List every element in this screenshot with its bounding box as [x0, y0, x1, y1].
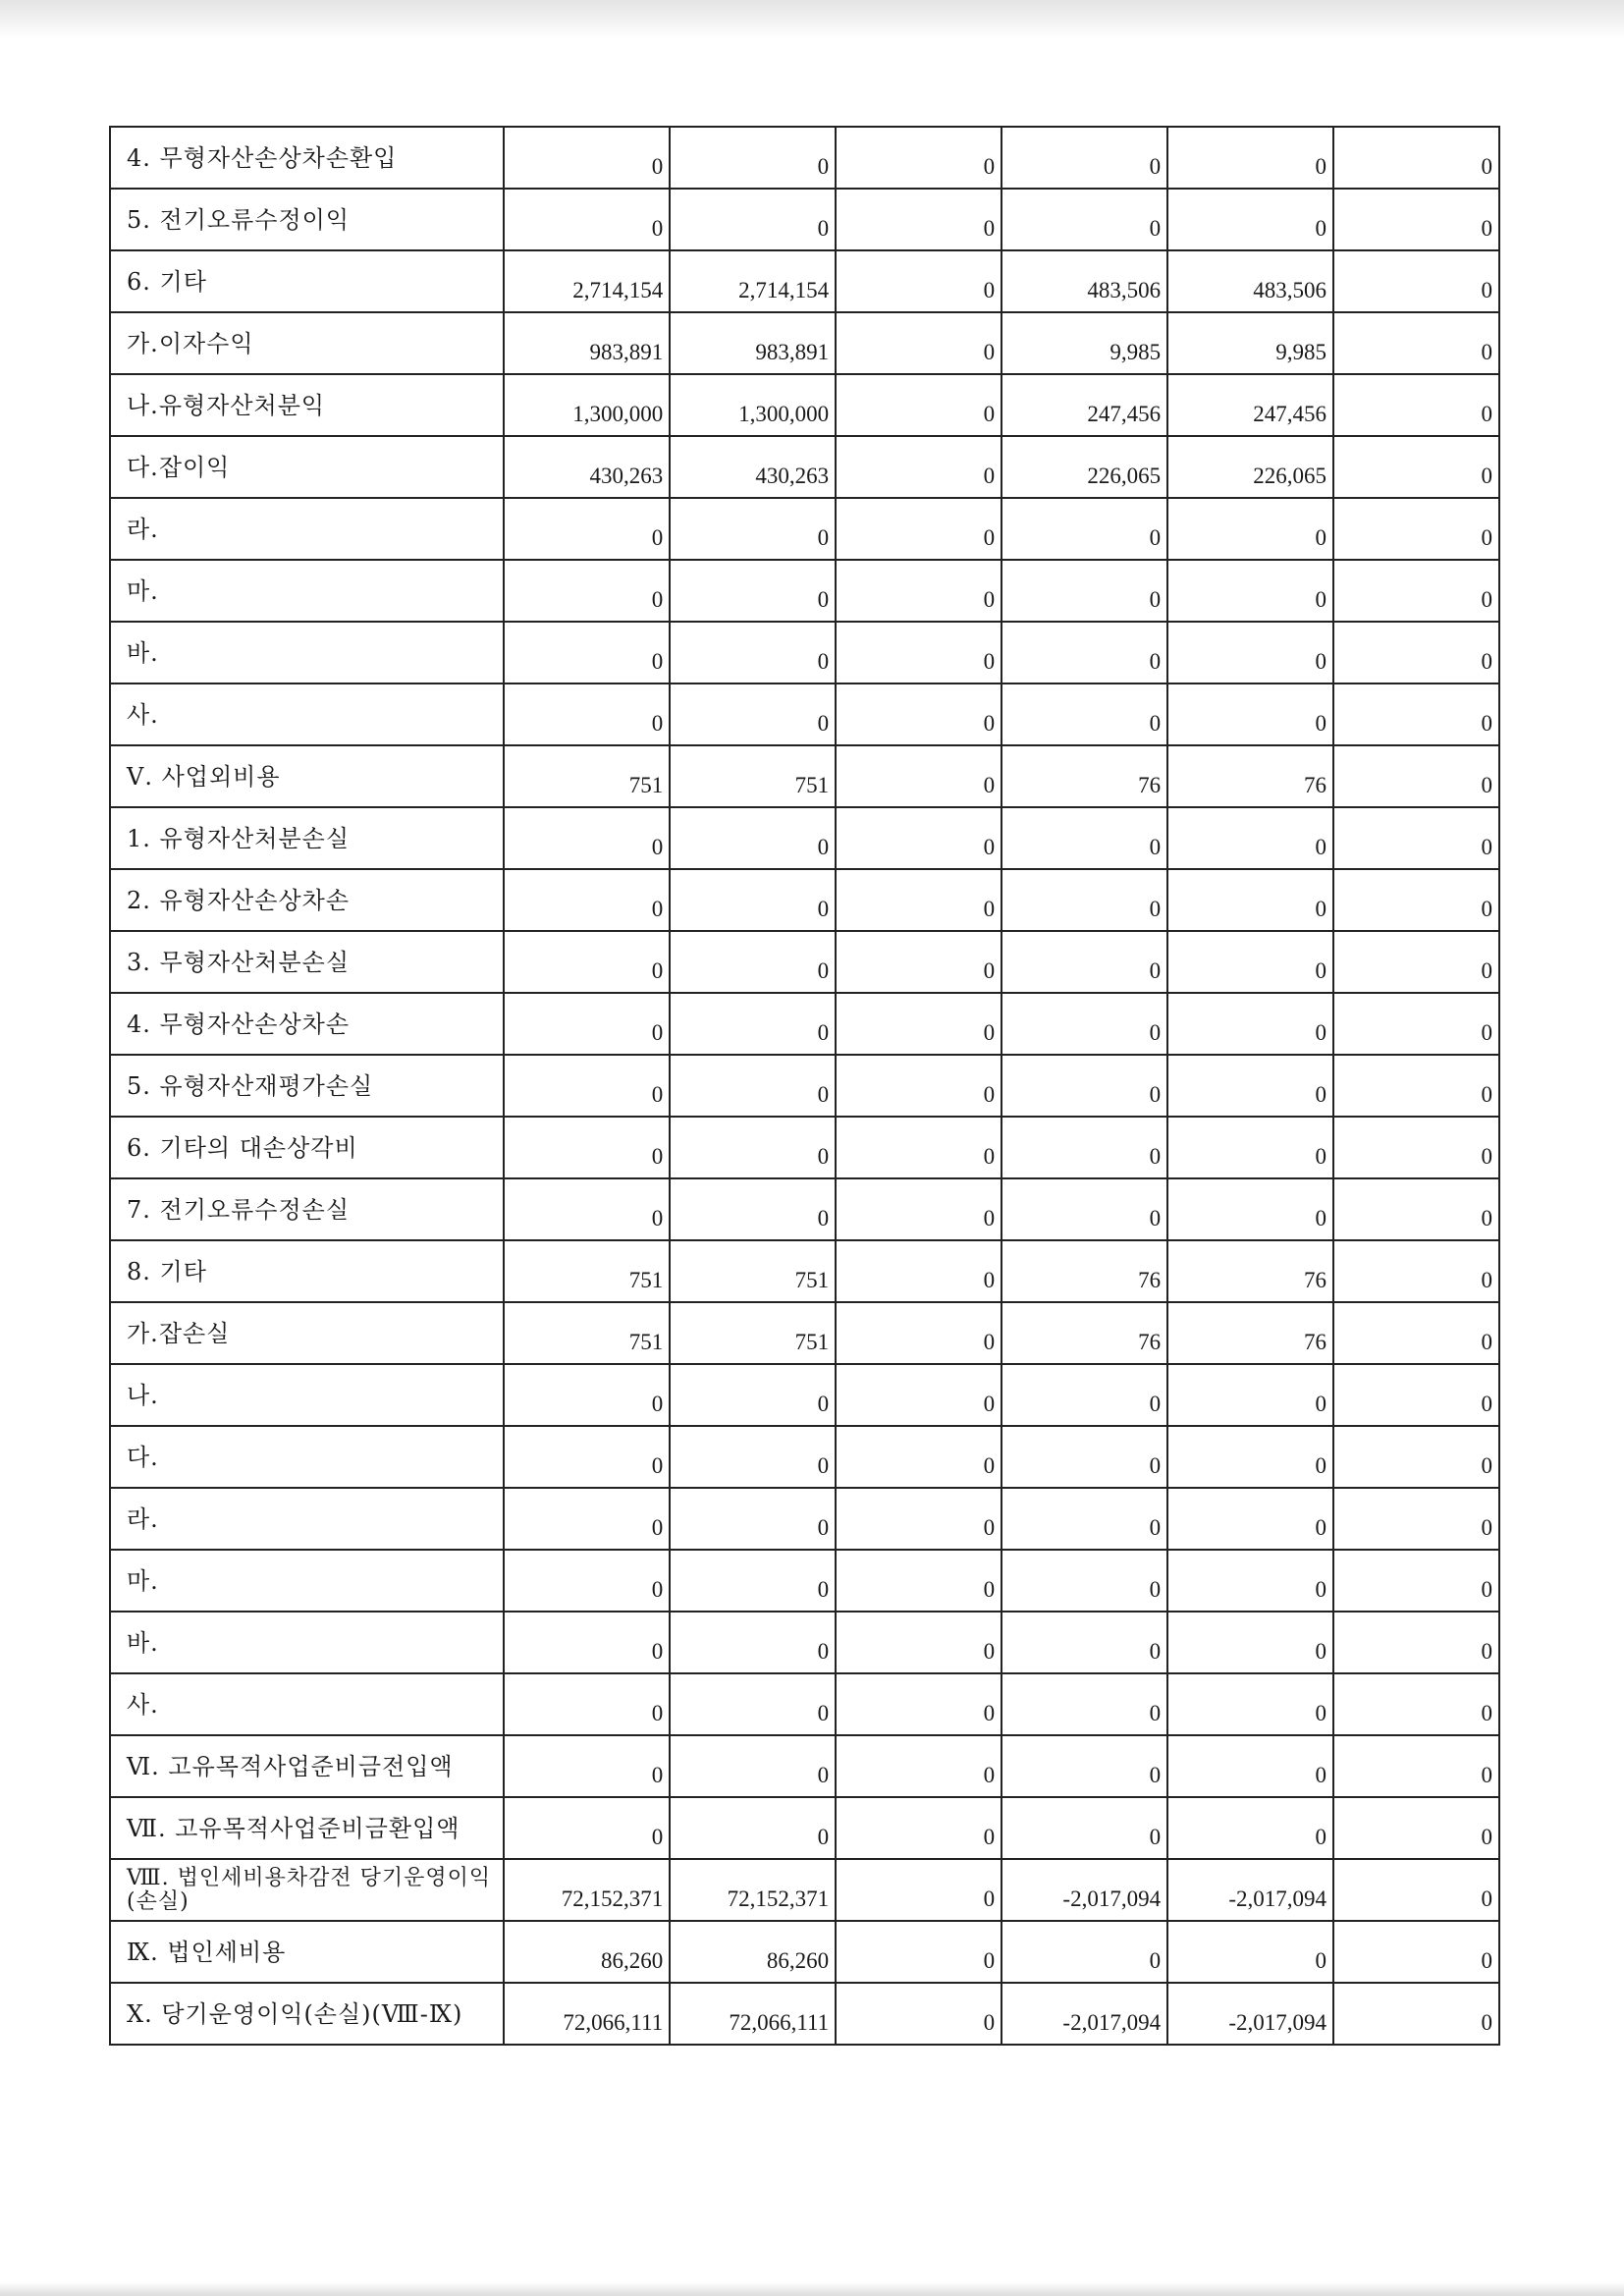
value-cell: 0 [1333, 1550, 1499, 1612]
value-cell: 0 [504, 993, 670, 1055]
table-row [110, 436, 1499, 498]
value-cell: 0 [836, 1921, 1001, 1983]
table-row [110, 1240, 1499, 1302]
value-cell: 0 [836, 993, 1001, 1055]
value-cell: 0 [504, 622, 670, 683]
value-cell: 0 [670, 1117, 836, 1178]
value-cell: 0 [1001, 807, 1167, 869]
value-cell: 983,891 [504, 312, 670, 374]
value-cell: 0 [1001, 1735, 1167, 1797]
value-cell: 72,152,371 [504, 1859, 670, 1921]
row-label: 가.잡손실 [110, 1302, 504, 1364]
value-cell: 226,065 [1167, 436, 1333, 498]
value-cell: 0 [1333, 622, 1499, 683]
value-cell: 0 [1167, 1178, 1333, 1240]
value-cell: 0 [1001, 1488, 1167, 1550]
value-cell: 0 [670, 622, 836, 683]
value-cell: 0 [504, 1673, 670, 1735]
scan-shadow-top [0, 0, 1624, 39]
value-cell: 0 [836, 1488, 1001, 1550]
value-cell: 0 [670, 498, 836, 560]
value-cell: 0 [1333, 250, 1499, 312]
value-cell: 0 [1001, 1797, 1167, 1859]
value-cell: 0 [1333, 931, 1499, 993]
value-cell: 72,066,111 [670, 1983, 836, 2045]
value-cell: 0 [1167, 1797, 1333, 1859]
value-cell: 430,263 [504, 436, 670, 498]
value-cell: 0 [1333, 560, 1499, 622]
value-cell: 0 [1333, 1178, 1499, 1240]
value-cell: 0 [504, 189, 670, 250]
value-cell: 76 [1167, 1302, 1333, 1364]
value-cell: 0 [504, 1178, 670, 1240]
row-label: 바. [110, 1612, 504, 1673]
row-label: 사. [110, 683, 504, 745]
value-cell: 0 [836, 1364, 1001, 1426]
value-cell: 0 [1001, 189, 1167, 250]
value-cell: 0 [504, 498, 670, 560]
value-cell: 0 [836, 1117, 1001, 1178]
value-cell: 0 [1167, 683, 1333, 745]
value-cell: 0 [1333, 312, 1499, 374]
value-cell: 0 [1167, 807, 1333, 869]
value-cell: 0 [836, 312, 1001, 374]
value-cell: 0 [504, 1797, 670, 1859]
value-cell: 751 [670, 745, 836, 807]
value-cell: 0 [1333, 1673, 1499, 1735]
value-cell: 0 [1001, 1612, 1167, 1673]
value-cell: 0 [1167, 1612, 1333, 1673]
value-cell: -2,017,094 [1001, 1859, 1167, 1921]
value-cell: 0 [1333, 683, 1499, 745]
value-cell: 0 [1001, 993, 1167, 1055]
value-cell: 0 [1333, 1859, 1499, 1921]
value-cell: 0 [1333, 1488, 1499, 1550]
value-cell: 0 [1001, 560, 1167, 622]
value-cell: 0 [670, 683, 836, 745]
value-cell: 0 [836, 1240, 1001, 1302]
value-cell: 0 [1333, 1302, 1499, 1364]
value-cell: 0 [670, 1797, 836, 1859]
value-cell: 9,985 [1167, 312, 1333, 374]
value-cell: 0 [1167, 498, 1333, 560]
row-label: 3. 무형자산처분손실 [110, 931, 504, 993]
table-row [110, 683, 1499, 745]
value-cell: 76 [1167, 1240, 1333, 1302]
value-cell: 0 [1001, 1117, 1167, 1178]
value-cell: 0 [670, 1550, 836, 1612]
value-cell: 0 [836, 745, 1001, 807]
row-label: 4. 무형자산손상차손 [110, 993, 504, 1055]
value-cell: 0 [504, 127, 670, 189]
value-cell: 247,456 [1167, 374, 1333, 436]
value-cell: 0 [1333, 1117, 1499, 1178]
value-cell: 0 [1333, 1055, 1499, 1117]
value-cell: 0 [1333, 869, 1499, 931]
value-cell: 0 [1167, 1426, 1333, 1488]
value-cell: 0 [504, 1055, 670, 1117]
value-cell: 0 [1333, 993, 1499, 1055]
value-cell: 751 [504, 745, 670, 807]
value-cell: 0 [1001, 1055, 1167, 1117]
row-label: Ⅸ. 법인세비용 [110, 1921, 504, 1983]
value-cell: 0 [1001, 1921, 1167, 1983]
value-cell: 0 [1167, 622, 1333, 683]
value-cell: 0 [836, 1055, 1001, 1117]
table-row [110, 1178, 1499, 1240]
value-cell: 0 [836, 1178, 1001, 1240]
value-cell: 0 [836, 250, 1001, 312]
table-row [110, 1055, 1499, 1117]
table-row [110, 1302, 1499, 1364]
value-cell: 0 [1333, 1612, 1499, 1673]
value-cell: 0 [1333, 745, 1499, 807]
row-label: 8. 기타 [110, 1240, 504, 1302]
value-cell: 0 [1333, 1240, 1499, 1302]
value-cell: 0 [836, 1426, 1001, 1488]
value-cell: 0 [670, 1426, 836, 1488]
value-cell: 0 [1167, 189, 1333, 250]
value-cell: 0 [504, 1612, 670, 1673]
value-cell: 0 [1333, 127, 1499, 189]
value-cell: 1,300,000 [670, 374, 836, 436]
value-cell: 751 [670, 1302, 836, 1364]
value-cell: 0 [836, 1673, 1001, 1735]
table-row [110, 127, 1499, 189]
row-label: 다. [110, 1426, 504, 1488]
value-cell: 0 [1167, 560, 1333, 622]
value-cell: 0 [836, 807, 1001, 869]
value-cell: 86,260 [504, 1921, 670, 1983]
table-row [110, 1921, 1499, 1983]
value-cell: 0 [1001, 622, 1167, 683]
row-label: 라. [110, 1488, 504, 1550]
row-label: 5. 전기오류수정이익 [110, 189, 504, 250]
value-cell: 0 [1167, 1364, 1333, 1426]
value-cell: 0 [836, 1983, 1001, 2045]
row-label: 사. [110, 1673, 504, 1735]
value-cell: 0 [1333, 436, 1499, 498]
value-cell: 0 [1167, 1550, 1333, 1612]
value-cell: 0 [1333, 189, 1499, 250]
value-cell: 0 [836, 622, 1001, 683]
value-cell: 0 [504, 1426, 670, 1488]
value-cell: 430,263 [670, 436, 836, 498]
value-cell: 0 [670, 189, 836, 250]
value-cell: 72,152,371 [670, 1859, 836, 1921]
table-row [110, 1735, 1499, 1797]
value-cell: 0 [670, 1055, 836, 1117]
table-row [110, 1612, 1499, 1673]
value-cell: 0 [504, 1735, 670, 1797]
value-cell: 0 [1001, 683, 1167, 745]
table-row [110, 1859, 1499, 1921]
value-cell: 0 [1333, 1983, 1499, 2045]
value-cell: 247,456 [1001, 374, 1167, 436]
table-body [110, 127, 1499, 2045]
value-cell: 9,985 [1001, 312, 1167, 374]
value-cell: 0 [1001, 498, 1167, 560]
income-statement-table [109, 126, 1500, 2046]
value-cell: 0 [1167, 993, 1333, 1055]
row-label: 4. 무형자산손상차손환입 [110, 127, 504, 189]
value-cell: 0 [670, 560, 836, 622]
value-cell: 0 [504, 1550, 670, 1612]
value-cell: 226,065 [1001, 436, 1167, 498]
value-cell: 0 [670, 869, 836, 931]
value-cell: 483,506 [1001, 250, 1167, 312]
value-cell: 2,714,154 [670, 250, 836, 312]
value-cell: -2,017,094 [1001, 1983, 1167, 2045]
value-cell: 0 [670, 1735, 836, 1797]
row-label: 6. 기타 [110, 250, 504, 312]
value-cell: 0 [1333, 1797, 1499, 1859]
value-cell: 0 [504, 560, 670, 622]
value-cell: 0 [1001, 1178, 1167, 1240]
value-cell: 0 [1333, 1921, 1499, 1983]
table-row [110, 993, 1499, 1055]
value-cell: 0 [1001, 869, 1167, 931]
value-cell: 0 [670, 1612, 836, 1673]
value-cell: 0 [836, 869, 1001, 931]
value-cell: 0 [1167, 1921, 1333, 1983]
value-cell: 0 [1167, 1055, 1333, 1117]
row-label: 라. [110, 498, 504, 560]
value-cell: 0 [836, 1302, 1001, 1364]
value-cell: 0 [836, 1859, 1001, 1921]
value-cell: 0 [504, 869, 670, 931]
value-cell: 0 [670, 931, 836, 993]
value-cell: 0 [1333, 498, 1499, 560]
value-cell: 0 [1167, 127, 1333, 189]
value-cell: 86,260 [670, 1921, 836, 1983]
value-cell: 72,066,111 [504, 1983, 670, 2045]
value-cell: 0 [1001, 931, 1167, 993]
value-cell: 0 [1001, 1550, 1167, 1612]
value-cell: 0 [1167, 869, 1333, 931]
value-cell: 0 [836, 931, 1001, 993]
value-cell: 751 [504, 1240, 670, 1302]
value-cell: 0 [504, 683, 670, 745]
value-cell: 0 [670, 1364, 836, 1426]
value-cell: 0 [836, 436, 1001, 498]
value-cell: 0 [1333, 374, 1499, 436]
value-cell: 983,891 [670, 312, 836, 374]
row-label: 2. 유형자산손상차손 [110, 869, 504, 931]
table-row [110, 1117, 1499, 1178]
value-cell: 0 [504, 807, 670, 869]
table-row [110, 1983, 1499, 2045]
row-label: 가.이자수익 [110, 312, 504, 374]
table-row [110, 931, 1499, 993]
table-row [110, 560, 1499, 622]
table-row [110, 1550, 1499, 1612]
value-cell: 0 [504, 931, 670, 993]
value-cell: 0 [1001, 127, 1167, 189]
value-cell: 76 [1001, 1240, 1167, 1302]
value-cell: 0 [1001, 1426, 1167, 1488]
value-cell: 0 [1333, 1364, 1499, 1426]
table-row [110, 374, 1499, 436]
row-label: Ⅷ. 법인세비용차감전 당기운영이익(손실) [110, 1859, 504, 1921]
row-label: 1. 유형자산처분손실 [110, 807, 504, 869]
row-label: Ⅵ. 고유목적사업준비금전입액 [110, 1735, 504, 1797]
value-cell: 0 [670, 1178, 836, 1240]
value-cell: 0 [670, 807, 836, 869]
value-cell: 0 [836, 1735, 1001, 1797]
value-cell: -2,017,094 [1167, 1983, 1333, 2045]
value-cell: 0 [1167, 1488, 1333, 1550]
value-cell: 0 [836, 498, 1001, 560]
row-label: 나.유형자산처분익 [110, 374, 504, 436]
table-row [110, 807, 1499, 869]
value-cell: 0 [836, 1797, 1001, 1859]
value-cell: 0 [1167, 931, 1333, 993]
row-label: 5. 유형자산재평가손실 [110, 1055, 504, 1117]
value-cell: 0 [836, 683, 1001, 745]
table-row [110, 1673, 1499, 1735]
value-cell: 2,714,154 [504, 250, 670, 312]
value-cell: 0 [1001, 1673, 1167, 1735]
value-cell: 0 [836, 374, 1001, 436]
value-cell: 76 [1001, 1302, 1167, 1364]
value-cell: 751 [670, 1240, 836, 1302]
table-row [110, 869, 1499, 931]
value-cell: 0 [836, 1550, 1001, 1612]
row-label: 다.잡이익 [110, 436, 504, 498]
row-label: 나. [110, 1364, 504, 1426]
value-cell: 76 [1167, 745, 1333, 807]
row-label: 마. [110, 1550, 504, 1612]
row-label: Ⅹ. 당기운영이익(손실)(Ⅷ-Ⅸ) [110, 1983, 504, 2045]
row-label: 6. 기타의 대손상각비 [110, 1117, 504, 1178]
row-label: Ⅴ. 사업외비용 [110, 745, 504, 807]
value-cell: 0 [836, 127, 1001, 189]
table-row [110, 312, 1499, 374]
table-row [110, 250, 1499, 312]
row-label: 바. [110, 622, 504, 683]
value-cell: 0 [836, 189, 1001, 250]
value-cell: 0 [504, 1364, 670, 1426]
value-cell: 0 [1333, 1735, 1499, 1797]
table-row [110, 745, 1499, 807]
row-label: Ⅶ. 고유목적사업준비금환입액 [110, 1797, 504, 1859]
table-row [110, 189, 1499, 250]
value-cell: 0 [1001, 1364, 1167, 1426]
table-row [110, 498, 1499, 560]
value-cell: 1,300,000 [504, 374, 670, 436]
value-cell: 76 [1001, 745, 1167, 807]
table-row [110, 622, 1499, 683]
table-row [110, 1488, 1499, 1550]
value-cell: 0 [670, 127, 836, 189]
table-row [110, 1797, 1499, 1859]
value-cell: 483,506 [1167, 250, 1333, 312]
value-cell: 0 [836, 1612, 1001, 1673]
value-cell: 0 [1167, 1673, 1333, 1735]
value-cell: 751 [504, 1302, 670, 1364]
table-row [110, 1364, 1499, 1426]
value-cell: 0 [836, 560, 1001, 622]
value-cell: 0 [1167, 1735, 1333, 1797]
value-cell: 0 [670, 1673, 836, 1735]
row-label: 7. 전기오류수정손실 [110, 1178, 504, 1240]
value-cell: 0 [670, 1488, 836, 1550]
table-row [110, 1426, 1499, 1488]
value-cell: 0 [1333, 807, 1499, 869]
value-cell: 0 [1333, 1426, 1499, 1488]
value-cell: 0 [1167, 1117, 1333, 1178]
value-cell: 0 [504, 1488, 670, 1550]
value-cell: 0 [504, 1117, 670, 1178]
value-cell: -2,017,094 [1167, 1859, 1333, 1921]
scan-shadow-bottom [0, 2282, 1624, 2296]
row-label: 마. [110, 560, 504, 622]
value-cell: 0 [670, 993, 836, 1055]
